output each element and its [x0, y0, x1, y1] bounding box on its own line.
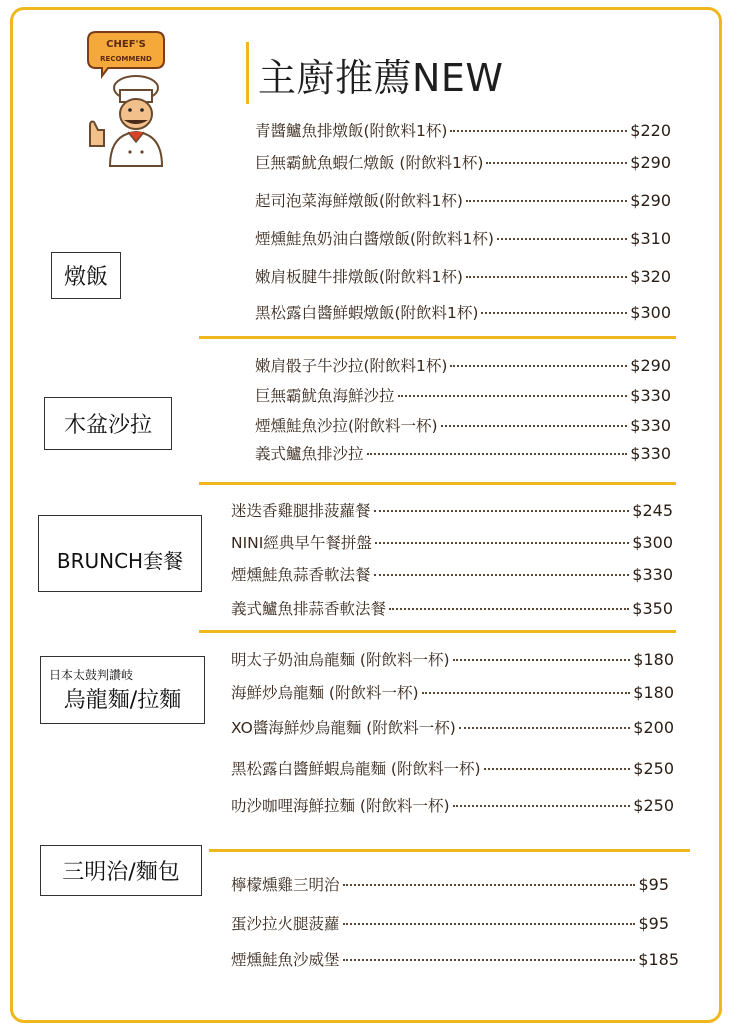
- item-price: $330: [630, 444, 671, 463]
- page-title: 主廚推薦NEW: [258, 56, 504, 100]
- item-dots: [374, 561, 630, 577]
- item-name: 嫩肩骰子牛沙拉(附飲料1杯): [255, 357, 448, 375]
- item-dots: [374, 497, 630, 513]
- item-price: $95: [638, 914, 669, 933]
- menu-item: [231, 716, 674, 738]
- item-name: 蛋沙拉火腿菠蘿: [231, 915, 340, 933]
- item-dots: [466, 263, 627, 279]
- menu-item: [255, 227, 671, 249]
- item-dots: [343, 871, 636, 887]
- item-price: $180: [633, 650, 674, 669]
- menu-item: [231, 873, 669, 895]
- item-price: $320: [630, 267, 671, 286]
- menu-item: [255, 151, 671, 173]
- item-name: 義式鱸魚排沙拉: [255, 445, 364, 463]
- item-dots: [389, 595, 629, 611]
- menu-item: [255, 119, 671, 141]
- badge-line2: RECOMMEND: [100, 55, 152, 63]
- title-accent-bar: [246, 42, 249, 104]
- item-name: 煙燻鮭魚蒜香軟法餐: [231, 566, 371, 584]
- badge-line1: CHEF'S: [106, 39, 146, 50]
- category-salad: [44, 397, 172, 450]
- menu-item: [255, 189, 671, 211]
- menu-item: [231, 563, 673, 585]
- menu-item: [255, 384, 671, 406]
- category-brunch: [38, 515, 202, 592]
- menu-item: [255, 265, 671, 287]
- item-price: $250: [633, 796, 674, 815]
- item-dots: [484, 755, 631, 771]
- category-label: 三明治/麵包: [62, 860, 180, 885]
- item-name: 煙燻鮭魚奶油白醬燉飯(附飲料1杯): [255, 230, 494, 248]
- item-price: $220: [630, 121, 671, 140]
- item-price: $290: [630, 356, 671, 375]
- item-price: $290: [630, 153, 671, 172]
- item-dots: [343, 910, 636, 926]
- item-price: $330: [632, 565, 673, 584]
- item-name: 巨無霸魷魚蝦仁燉飯 (附飲料1杯): [255, 154, 484, 172]
- item-name: 迷迭香雞腿排菠蘿餐: [231, 502, 371, 520]
- item-name: 青醬鱸魚排燉飯(附飲料1杯): [255, 122, 448, 140]
- category-sublabel: 日本太鼓判讚岐: [49, 668, 134, 682]
- menu-item: [255, 414, 671, 436]
- item-price: $180: [633, 683, 674, 702]
- item-dots: [422, 679, 631, 695]
- item-price: $300: [630, 303, 671, 322]
- menu-item: [231, 794, 674, 816]
- item-name: 黑松露白醬鮮蝦燉飯(附飲料1杯): [255, 304, 479, 322]
- item-price: $330: [630, 386, 671, 405]
- item-dots: [481, 299, 627, 315]
- item-price: $310: [630, 229, 671, 248]
- item-dots: [375, 529, 629, 545]
- section-divider: [199, 630, 676, 633]
- item-name: 黑松露白醬鮮蝦烏龍麵 (附飲料一杯): [231, 760, 481, 778]
- category-label: BRUNCH套餐: [56, 549, 184, 573]
- item-name: 明太子奶油烏龍麵 (附飲料一杯): [231, 651, 450, 669]
- item-dots: [450, 117, 627, 133]
- item-dots: [367, 440, 628, 456]
- menu-item: [255, 354, 671, 376]
- item-dots: [453, 792, 631, 808]
- item-dots: [497, 225, 627, 241]
- section-divider: [209, 849, 690, 852]
- item-dots: [343, 946, 636, 962]
- item-dots: [398, 382, 628, 398]
- item-price: $350: [632, 599, 673, 618]
- item-name: NINI經典早午餐拼盤: [231, 534, 372, 552]
- menu-item: [255, 301, 671, 323]
- menu-item: [231, 681, 674, 703]
- item-name: 嫩肩板腱牛排燉飯(附飲料1杯): [255, 268, 463, 286]
- item-price: $185: [638, 950, 679, 969]
- menu-item: [231, 912, 669, 934]
- menu-item: [231, 757, 674, 779]
- item-dots: [459, 714, 630, 730]
- item-price: $300: [632, 533, 673, 552]
- item-dots: [441, 412, 628, 428]
- menu-item: [231, 499, 673, 521]
- category-label: 木盆沙拉: [63, 413, 152, 438]
- item-price: $290: [630, 191, 671, 210]
- item-price: $245: [632, 501, 673, 520]
- category-label: 燉飯: [63, 265, 108, 290]
- item-price: $330: [630, 416, 671, 435]
- item-name: 煙燻鮭魚沙威堡: [231, 951, 340, 969]
- item-dots: [450, 352, 627, 368]
- menu-item: [231, 648, 674, 670]
- item-name: 起司泡菜海鮮燉飯(附飲料1杯): [255, 192, 463, 210]
- item-name: 巨無霸魷魚海鮮沙拉: [255, 387, 395, 405]
- item-name: 煙燻鮭魚沙拉(附飲料一杯): [255, 417, 438, 435]
- menu-item: [231, 948, 679, 970]
- category-sandwich: [40, 845, 202, 896]
- menu-item: [231, 531, 673, 553]
- item-price: $200: [633, 718, 674, 737]
- category-risotto: [51, 252, 121, 299]
- item-price: $95: [638, 875, 669, 894]
- section-divider: [199, 336, 676, 339]
- section-divider: [199, 482, 676, 485]
- item-dots: [466, 187, 627, 203]
- item-name: 義式鱸魚排蒜香軟法餐: [231, 600, 387, 618]
- category-noodles: [40, 656, 205, 724]
- item-dots: [453, 646, 631, 662]
- item-name: 叻沙咖哩海鮮拉麵 (附飲料一杯): [231, 797, 450, 815]
- category-label: 烏龍麵/拉麵: [63, 688, 182, 713]
- item-name: XO醬海鮮炒烏龍麵 (附飲料一杯): [231, 719, 456, 737]
- item-name: 海鮮炒烏龍麵 (附飲料一杯): [231, 684, 419, 702]
- item-dots: [486, 149, 627, 165]
- chef-recommend-logo: [78, 30, 178, 170]
- menu-item: [231, 597, 673, 619]
- menu-item: [255, 442, 671, 464]
- item-name: 檸檬燻雞三明治: [231, 876, 340, 894]
- item-price: $250: [633, 759, 674, 778]
